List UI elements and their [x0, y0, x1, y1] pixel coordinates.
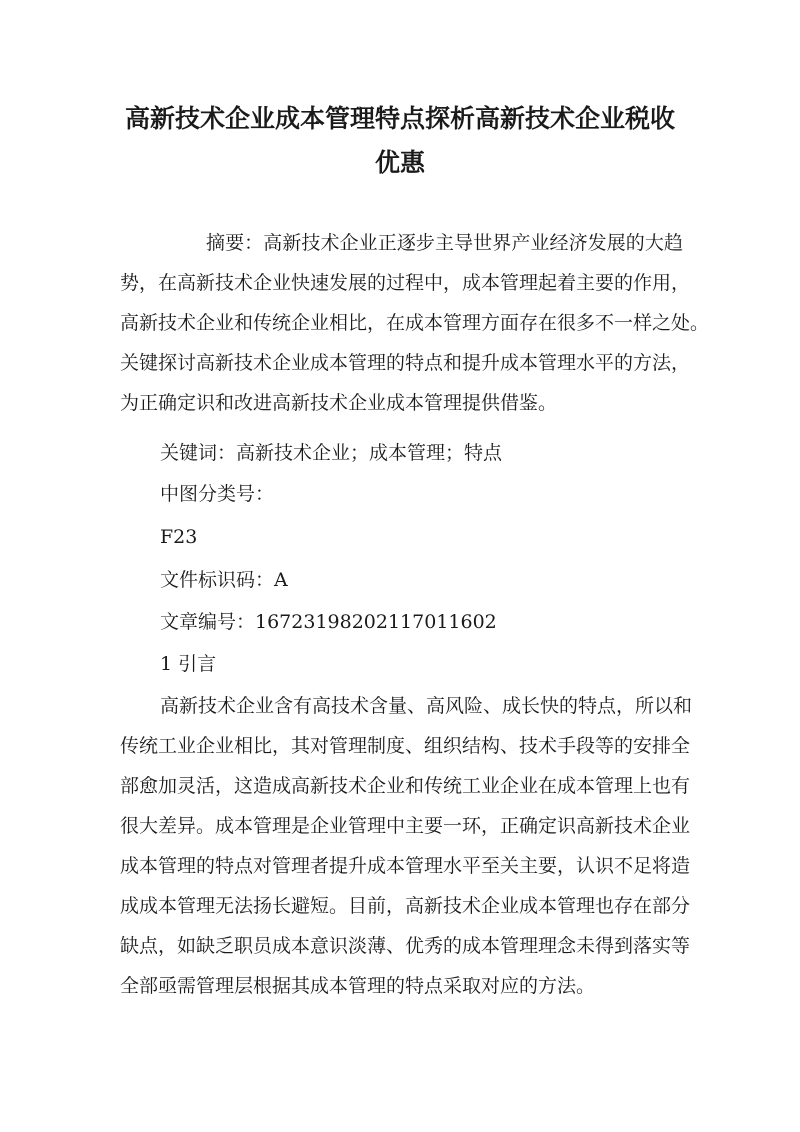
intro-text-line-1: 高新技术企业含有高技术含量、高风险、成长快的特点，所以和	[160, 695, 693, 717]
section-heading: 1 引言	[160, 653, 217, 675]
abstract-paragraph-line-1	[206, 234, 683, 253]
abstract-text-line-2: 势，在高新技术企业快速发展的过程中，成本管理起着主要的作用，	[120, 272, 691, 294]
classification-label: 中图分类号：	[160, 483, 275, 505]
abstract-text-line-1: 高新技术企业正逐步主导世界产业经济发展的大趋	[263, 232, 683, 254]
keywords-line: 关键词：高新技术企业；成本管理；特点	[160, 442, 503, 464]
document-title-line-1: 高新技术企业成本管理特点探析高新技术企业税收	[124, 104, 675, 133]
abstract-label: 摘要：	[206, 232, 264, 254]
document-title-line-2: 优惠	[374, 148, 425, 177]
intro-text-line-6: 成成本管理无法扬长避短。目前，高新技术企业成本管理也存在部分	[120, 895, 691, 917]
intro-text-line-2: 传统工业企业相比，其对管理制度、组织结构、技术手段等的安排全	[120, 735, 691, 757]
abstract-text-line-4: 关键探讨高新技术企业成本管理的特点和提升成本管理水平的方法，	[120, 352, 691, 374]
intro-text-line-4: 很大差异。成本管理是企业管理中主要一环，正确定识高新技术企业	[120, 815, 691, 837]
intro-text-line-3: 部愈加灵活，这造成高新技术企业和传统工业企业在成本管理上也有	[120, 775, 691, 797]
abstract-text-line-3: 高新技术企业和传统企业相比，在成本管理方面存在很多不一样之处。	[120, 312, 710, 334]
document-id-code: 文件标识码：A	[160, 569, 288, 591]
classification-code: F23	[160, 526, 198, 548]
intro-text-line-8: 全部亟需管理层根据其成本管理的特点采取对应的方法。	[120, 975, 596, 997]
intro-text-line-7: 缺点，如缺乏职员成本意识淡薄、优秀的成本管理理念未得到落实等	[120, 935, 691, 957]
abstract-text-line-5: 为正确定识和改进高新技术企业成本管理提供借鉴。	[120, 392, 558, 414]
intro-text-line-5: 成本管理的特点对管理者提升成本管理水平至关主要，认识不足将造	[120, 855, 691, 877]
article-number: 文章编号：16723198202117011602	[160, 611, 497, 633]
